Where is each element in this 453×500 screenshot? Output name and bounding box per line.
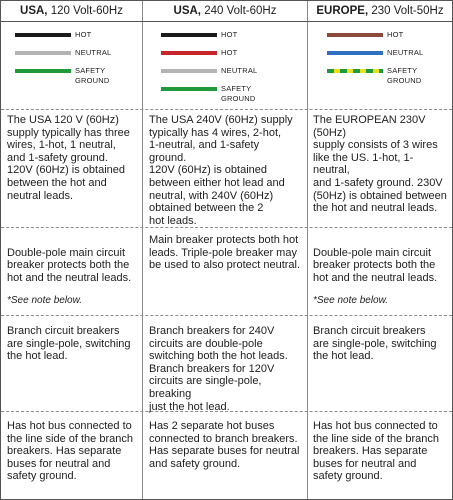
header-usa-240 [143,1,307,21]
legend-label: SAFETY GROUND [75,66,110,85]
header-strong: EUROPE, [316,5,369,17]
wire-ground-swatch [15,69,71,73]
header-usa-120 [1,1,142,21]
branch-breakers-usa-240: Branch breakers for 240V circuits are double-pole switching both the hot leads. Branch breakers for 120V circuits are single-pole, breaking just the hot lead. [149,325,288,413]
see-note: *See note below. [7,295,83,307]
main-breaker-text: Double-pole main circuit breaker protects both the hot and the neutral leads. [313,246,438,284]
column-divider [307,1,308,499]
row-separator [1,109,452,110]
header-strong: USA, [20,5,48,17]
buses-usa-120: Has hot bus connected to the line side of the branch breakers. Has separate buses for neutral and safety ground. [7,420,133,483]
wire-neutral-blue-swatch [327,51,383,55]
main-breaker-text: Double-pole main circuit breaker protects both the hot and the neutral leads. [7,246,132,284]
header-europe-230 [308,1,452,21]
legend-label: NEUTRAL [75,48,112,57]
wire-hot-swatch [161,33,217,37]
legend-label: HOT [75,30,92,39]
branch-breakers-europe-230: Branch circuit breakers are single-pole, switching the hot lead. [313,325,437,363]
column-divider [142,1,143,499]
legend-label: HOT [221,48,238,57]
wire-hot-brown-swatch [327,33,383,37]
header-strong: USA, [173,5,202,17]
header-rest: 120 Volt-60Hz [47,5,123,17]
legend-label: HOT [221,30,238,39]
main-breaker-usa-240: Main breaker protects both hot leads. Triple-pole breaker may be used to also protect neutral. [149,234,301,272]
header-rest: 230 Volt-50Hz [368,5,444,17]
description-usa-240: The USA 240V (60Hz) supply typically has 4 wires, 2-hot, 1-neutral, and 1-safety ground. 120V (60Hz) is obtained between either hot lead and neutral, with 240V (60Hz) obtained between the 2 hot leads. [149,114,293,227]
wire-ground-green-yellow-swatch [327,69,383,73]
legend-label: NEUTRAL [387,48,424,57]
wire-neutral-swatch [161,69,217,73]
see-note: *See note below. [313,295,389,307]
table-header [1,1,452,22]
buses-europe-230: Has hot bus connected to the line side of the branch breakers. Has separate buses for neutral and safety ground. [313,420,439,483]
branch-breakers-usa-120: Branch circuit breakers are single-pole, switching the hot lead. [7,325,131,363]
header-rest: 240 Volt-60Hz [201,5,277,17]
wire-ground-swatch [161,87,217,91]
wire-neutral-swatch [15,51,71,55]
legend-label: HOT [387,30,404,39]
legend-label: SAFETY GROUND [221,84,256,103]
main-breaker-usa-120 [7,234,139,321]
wire-hot-red-swatch [161,51,217,55]
wire-hot-swatch [15,33,71,37]
buses-usa-240: Has 2 separate hot buses connected to branch breakers. Has separate buses for neutral and safety ground. [149,420,300,470]
description-europe-230: The EUROPEAN 230V (50Hz) supply consists of 3 wires like the US. 1-hot, 1-neutral, and 1-safety ground. 230V (50Hz) is obtained between the hot and neutral leads. [313,114,447,215]
description-usa-120: The USA 120 V (60Hz) supply typically has three wires, 1-hot, 1 neutral, and 1-safety ground. 120V (60Hz) is obtained between the hot and neutral leads. [7,114,130,202]
legend-label: SAFETY GROUND [387,66,422,85]
legend-label: NEUTRAL [221,66,258,75]
main-breaker-europe-230 [313,234,449,321]
